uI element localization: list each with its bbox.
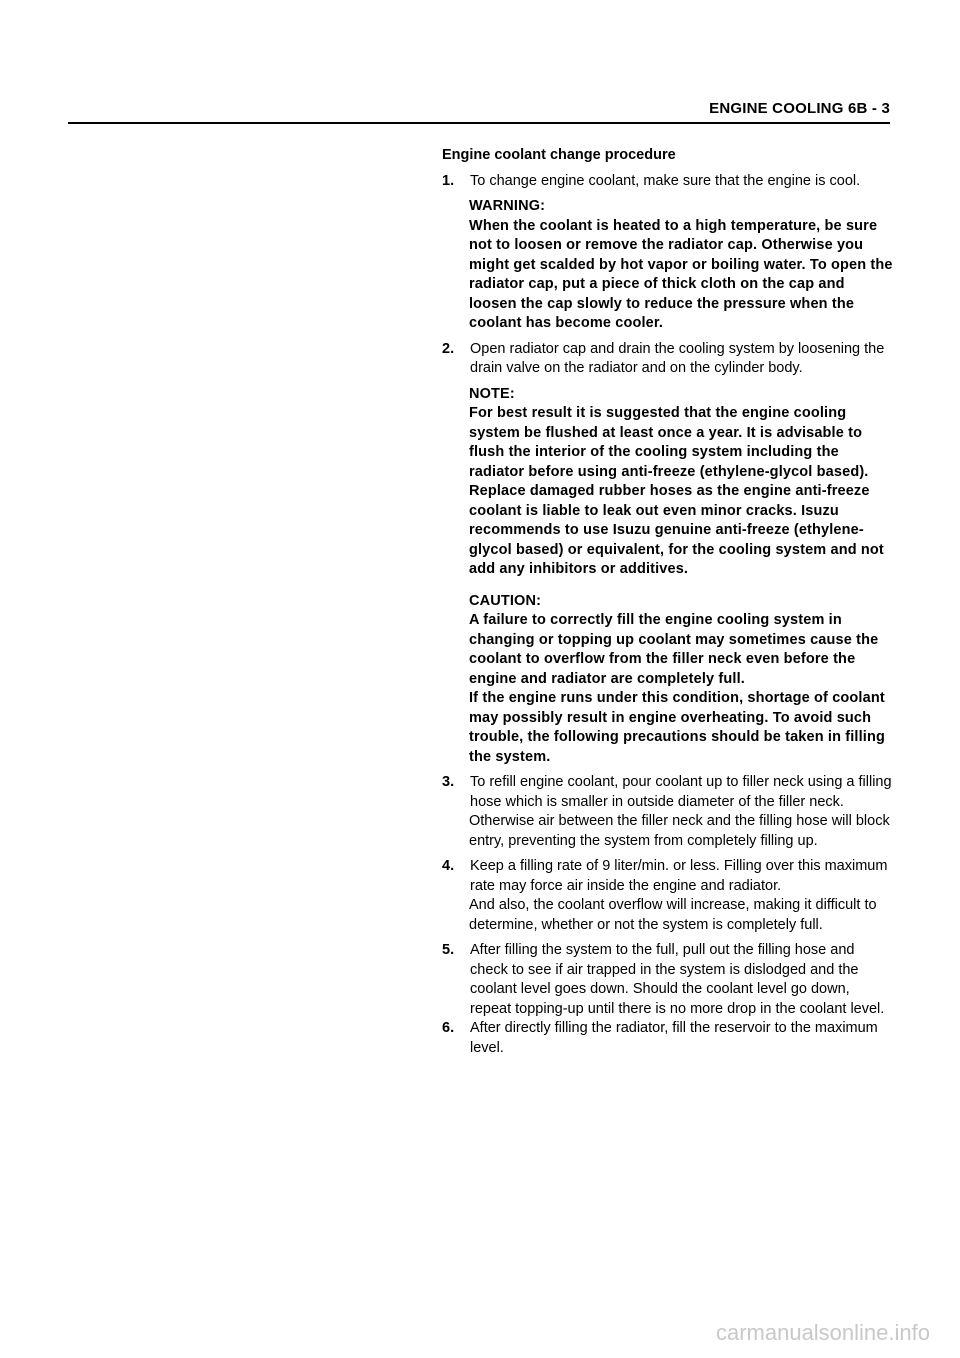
caution-label: CAUTION: (469, 592, 542, 609)
step-1 (442, 172, 894, 192)
step-text: Open radiator cap and drain the cooling system by loosening the drain valve on the radiator and on the cylinder body. (470, 340, 885, 376)
step-5 (442, 941, 894, 1019)
warning-text: When the coolant is heated to a high temperature, be sure not to loosen or remove the radiator cap. Otherwise you might get scalded by hot vapor or boiling water. To open the radiator cap, put a piece of thick cloth on the cap and loosen the cap slowly to reduce the pressure when the coolant has become cooler. (469, 217, 893, 331)
step-4 (442, 857, 894, 935)
note-text: For best result it is suggested that the engine cooling system be flushed at least once a year. It is advisable to flush the interior of the cooling system including the radiator before using anti-freeze (ethylene-glycol based). (469, 405, 869, 480)
page-header (68, 100, 890, 124)
step-number: 2. (442, 340, 455, 357)
step-number: 3. (442, 774, 455, 790)
step-number: 1. (442, 172, 455, 189)
caution-block (442, 592, 894, 768)
watermark: carmanualsonline.info (715, 1320, 930, 1345)
step-number: 6. (442, 1020, 455, 1036)
step-number: 5. (442, 942, 455, 958)
note-label: NOTE: (469, 385, 515, 402)
note-text-2: Replace damaged rubber hoses as the engine anti-freeze coolant is liable to leak out even minor cracks. Isuzu recommends to use Isuzu genuine anti-freeze (ethylene-glycol based) or equivalent, for the cooling system and not add any inhibitors or additives. (469, 483, 884, 577)
step-3 (442, 773, 894, 851)
warning-block (442, 197, 894, 334)
note-block (442, 385, 894, 580)
main-content (442, 146, 894, 1064)
step-text-2: And also, the coolant overflow will increase, making it difficult to determine, whether or not the system is completely full. (469, 897, 877, 933)
step-text: After directly filling the radiator, fill the reservoir to the maximum level. (470, 1020, 878, 1056)
step-text: After filling the system to the full, pull out the filling hose and check to see if air trapped in the system is dislodged and the coolant level goes down. Should the coolant level go down, repeat topping-up until there is no more drop in the coolant level. (470, 942, 885, 1017)
step-text: To change engine coolant, make sure that the engine is cool. (470, 172, 861, 189)
step-2 (442, 340, 894, 379)
caution-text-2: If the engine runs under this condition, shortage of coolant may possibly result in engine overheating. To avoid such trouble, the following precautions should be taken in filling the system. (469, 690, 885, 765)
step-text-2: Otherwise air between the filler neck and the filling hose will block entry, preventing the system from completely filling up. (469, 813, 890, 849)
step-text: To refill engine coolant, pour coolant up to filler neck using a filling hose which is smaller in outside diameter of the filler neck. (470, 774, 892, 810)
section-heading: Engine coolant change procedure (442, 147, 676, 163)
warning-label: WARNING: (469, 198, 546, 214)
step-text: Keep a filling rate of 9 liter/min. or less. Filling over this maximum rate may force air inside the engine and radiator. (470, 858, 888, 894)
header-title: ENGINE COOLING 6B - 3 (709, 100, 890, 117)
step-6 (442, 1019, 894, 1058)
step-number: 4. (442, 858, 455, 874)
caution-text: A failure to correctly fill the engine cooling system in changing or topping up coolant may sometimes cause the coolant to overflow from the filler neck even before the engine and radiator are completely full. (469, 612, 879, 687)
